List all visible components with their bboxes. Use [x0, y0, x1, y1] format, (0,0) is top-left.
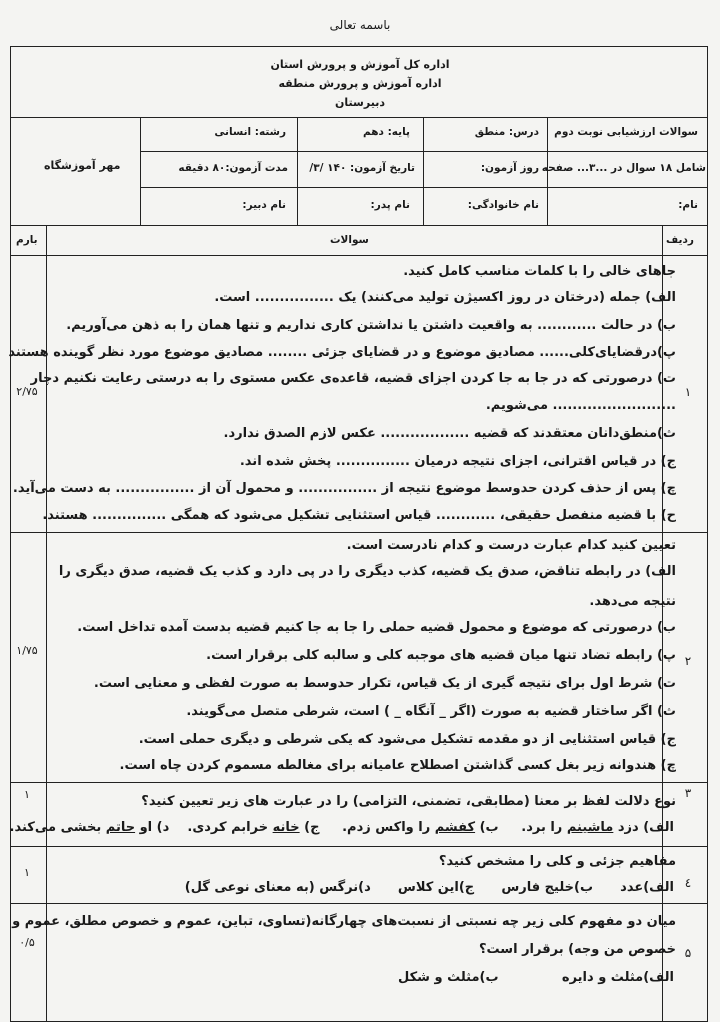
question-score: ۰/۵ [19, 936, 35, 949]
item-d: د) او حاتم بخشی می‌کند. [9, 820, 170, 835]
question-line: ح) با قضیه منفصل حقیقی، ............ قیاس استثنایی تشکیل می‌شود که همگی ............... هستند. [42, 508, 676, 523]
duration-label: مدت آزمون:۸۰ دقیقه [178, 162, 288, 174]
question-line: پ) رابطه تضاد تنها میان قضیه های موجبه کلی و سالبه کلی برقرار است. [206, 648, 676, 663]
question-line: خصوص من وجه) برقرار است؟ [479, 942, 676, 957]
question-line: نوع دلالت لفظ بر معنا (مطابقی، تضمنی، التزامی) را در عبارت های زیر تعیین کنید؟ [141, 794, 676, 809]
question-score: ۱ [24, 866, 30, 879]
divider [10, 782, 708, 783]
divider [10, 225, 708, 226]
option: ج)این کلاس [397, 880, 475, 895]
lexical-items [10, 818, 674, 838]
question-line: نتیجه می‌دهد. [589, 594, 676, 609]
divider [10, 903, 708, 904]
org-line-3: دبیرستان [335, 96, 385, 109]
col-questions-header: سوالات [330, 234, 369, 246]
lesson-label: درس: منطق [474, 126, 539, 138]
org-line-1: اداره کل آموزش و پرورش استان [270, 58, 450, 71]
col-score-header: بارم [16, 234, 38, 246]
option: ب)خلیج فارس [501, 880, 594, 895]
divider [140, 117, 141, 225]
family-field-label: نام خانوادگی: [467, 199, 539, 211]
field-label: رشته: انسانی [214, 126, 286, 138]
item-c: ج) خانه خرابم کردی. [187, 820, 320, 835]
teacher-field-label: نام دبیر: [242, 199, 286, 211]
divider [140, 151, 708, 152]
question-number: ۱ [684, 385, 692, 399]
question-line: ث)منطق‌دانان معتقدند که قضیه .................. عکس لازم الصدق ندارد. [223, 426, 676, 441]
question-line: ب) درصورتی که موضوع و محمول قضیه حملی را جا به جا کنیم قضیه بدست آمده تداخل است. [77, 620, 676, 635]
concept-options [185, 878, 674, 898]
grade-label: پایه: دهم [363, 126, 410, 138]
question-line: پ)درقضایای‌کلی...... مصادیق موضوع و در قضایای جزئی ........ مصادیق موضوع مورد نظر گوینده هستند [8, 345, 676, 360]
divider [10, 532, 708, 533]
question-number: ۳ [684, 786, 692, 800]
question-line: ب) در حالت ............ به واقعیت داشتن یا نداشتن کاری نداریم و تنها همان را به ذهن می‌آوریم. [66, 318, 676, 333]
org-line-2: اداره آموزش و پرورش منطقه [278, 77, 442, 90]
question-number: ٤ [684, 876, 692, 890]
option: ب)مثلث و شکل [398, 970, 499, 985]
question-line: جاهای خالی را با کلمات مناسب کامل کنید. [403, 264, 676, 279]
question-line: الف) جمله (درختان در روز اکسیژن تولید می‌کنند) یک ................ است. [214, 290, 676, 305]
divider [10, 255, 708, 256]
father-field-label: نام پدر: [370, 199, 410, 211]
name-field-label: نام: [678, 199, 698, 211]
question-line: ج) در قیاس اقترانی، اجزای نتیجه درمیان ............... پخش شده اند. [239, 454, 676, 469]
school-seal: مهر آموزشگاه [44, 159, 121, 172]
question-line: تعیین کنید کدام عبارت درست و کدام نادرست است. [346, 538, 676, 553]
question-line: ت) شرط اول برای نتیجه گیری از یک قیاس، تکرار حدوسط به صورت لفظی و معنایی است. [93, 676, 676, 691]
exam-day-label: روز آزمون: [480, 162, 539, 174]
question-line: الف) در رابطه تناقض، صدق یک قضیه، کذب دیگری را در پی دارد و کذب یک قضیه، صدق دیگری را [58, 564, 676, 579]
question-line: ت) درصورتی که در جا به جا کردن اجزای قضیه، قاعده‌ی عکس مستوی را به درستی رعایت نکنیم دچار [30, 371, 676, 386]
question-line: میان دو مفهوم کلی زیر چه نسبتی از نسبت‌های چهارگانه(تساوی، تباین، عموم و خصوص مطلق، عموم و [12, 914, 676, 929]
item-a: الف) دزد ماشینم را برد. [521, 820, 674, 835]
question-line: ......................... می‌شویم. [485, 398, 676, 413]
divider [423, 117, 424, 225]
col-row-header: ردیف [666, 234, 694, 246]
question-line: مفاهیم جزئی و کلی را مشخص کنید؟ [438, 854, 676, 869]
exam-sheet [10, 46, 708, 1022]
question-line: ث) اگر ساختار قضیه به صورت (اگر _ آنگاه _ ) است، شرطی متصل می‌گویند. [186, 704, 676, 719]
question-number: ۲ [684, 654, 692, 668]
question-line: ج) قیاس استثنایی از دو مقدمه تشکیل می‌شود که یکی شرطی و دیگری حملی است. [138, 732, 676, 747]
option: الف)عدد [620, 880, 674, 895]
question-line: چ) پس از حذف کردن حدوسط موضوع نتیجه از ................ و محمول آن از ................ به دست می‌آید. [12, 481, 676, 496]
question-number: ۵ [684, 946, 692, 960]
question-line: چ) هندوانه زیر بغل کسی گذاشتن اصطلاح عامیانه برای مغالطه مسموم کردن چاه است. [119, 758, 676, 773]
option: د)نرگس (به معنای نوعی گل) [184, 880, 371, 895]
option: الف)مثلث و دایره [561, 970, 674, 985]
divider [10, 846, 708, 847]
relation-options [398, 968, 674, 988]
question-score: ۱ [24, 788, 30, 801]
question-score: ۱/۷۵ [16, 644, 38, 657]
exam-title: سوالات ارزشیابی نوبت دوم [554, 126, 698, 138]
page-heading: باسمه تعالی [329, 18, 391, 32]
divider [10, 117, 708, 118]
exam-date-label: تاریخ آزمون: ۱۴۰ /۳/ [309, 162, 415, 174]
question-score: ۲/۷۵ [16, 385, 38, 398]
item-b: ب) کفشم را واکس زدم. [342, 820, 499, 835]
pages-label: شامل ۱۸ سوال در ...۳... صفحه [541, 162, 706, 174]
divider [140, 187, 708, 188]
divider [297, 117, 298, 225]
